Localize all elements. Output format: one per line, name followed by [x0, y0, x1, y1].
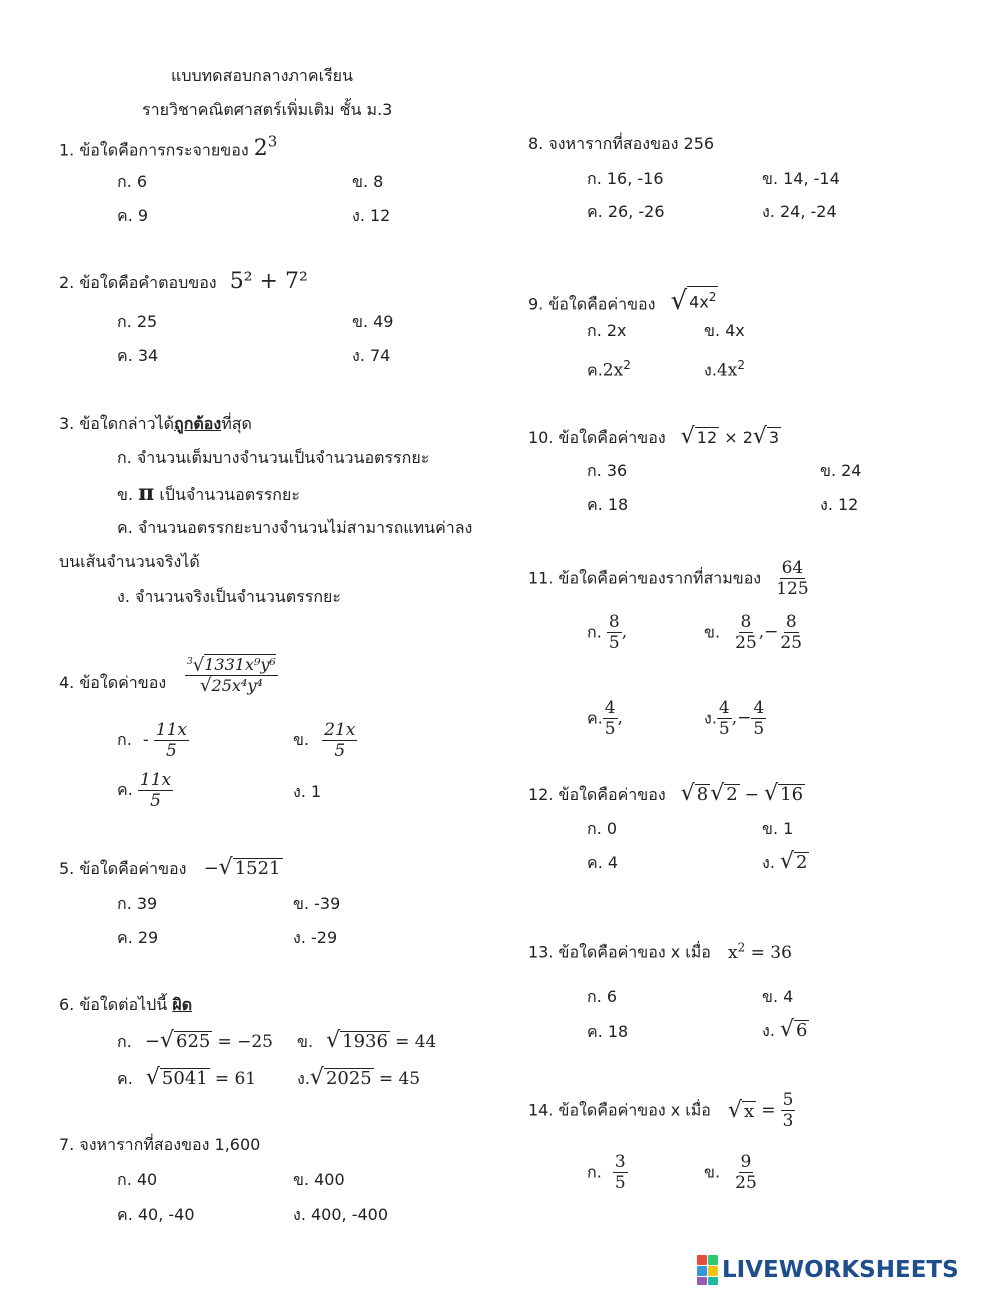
logo-block: [697, 1277, 707, 1285]
q1-choice-d[interactable]: ง. 12: [352, 206, 391, 225]
q4-choice-b[interactable]: ข. $\frac{21x}{5}$: [293, 720, 356, 761]
q13-choice-c[interactable]: ค. 18: [587, 1022, 629, 1041]
q3-choice-c[interactable]: ค. จำนวนอตรรกยะบางจำนวนไม่สามารถแทนค่าลง: [117, 518, 473, 537]
logo-block: [708, 1255, 718, 1265]
liveworksheets-logo[interactable]: [697, 1255, 959, 1285]
q3-choice-b[interactable]: ข. π เป็นจำนวนอตรรกยะ: [117, 480, 300, 506]
q6-choice-d[interactable]: ง. √ 2025 = 45: [297, 1065, 421, 1090]
q3-choice-d[interactable]: ง. จำนวนจริงเป็นจำนวนตรรกยะ: [117, 587, 341, 606]
q4-choice-c[interactable]: ค. $\frac{11x}{5}$: [117, 770, 172, 811]
q14-choice-a[interactable]: ก. $\frac{3}{5}$: [587, 1152, 626, 1193]
question-14: 14. ข้อใดคือค่าของ x เมื่อ √ x = $\frac{5}{3}$: [528, 1090, 794, 1131]
q7-choice-a[interactable]: ก. 40: [117, 1170, 158, 1189]
q7-choice-d[interactable]: ง. 400, -400: [293, 1205, 389, 1224]
page-title: แบบทดสอบกลางภาคเรียน: [171, 66, 353, 85]
q4-choice-d[interactable]: ง. 1: [293, 782, 322, 801]
logo-block: [708, 1266, 718, 1276]
q8-choice-c[interactable]: ค. 26, -26: [587, 202, 665, 221]
question-4: 4. ข้อใดค่าของ: [59, 673, 167, 692]
question-12: 12. ข้อใดคือค่าของ √ 8 √ 2 − √ 16: [528, 781, 804, 806]
q13-choice-b[interactable]: ข. 4: [762, 987, 794, 1006]
q6-choice-a[interactable]: ก. − √ 625 = −25: [117, 1028, 273, 1053]
question-8: 8. จงหารากที่สองของ 256: [528, 134, 715, 153]
q12-choice-c[interactable]: ค. 4: [587, 853, 619, 872]
question-3: 3. ข้อใดกล่าวได้ถูกต้องที่สุด: [59, 414, 252, 433]
q12-choice-a[interactable]: ก. 0: [587, 819, 618, 838]
q10-choice-d[interactable]: ง. 12: [820, 495, 859, 514]
question-2: 2. ข้อใดคือคำตอบของ 5² + 7²: [59, 269, 308, 294]
q11-choice-c[interactable]: ค. $\frac{4}{5}$ ,: [587, 698, 624, 739]
q8-choice-d[interactable]: ง. 24, -24: [762, 202, 837, 221]
q3-choice-c-cont: บนเส้นจำนวนจริงได้: [59, 552, 200, 571]
q11-choice-d[interactable]: ง. $\frac{4}{5}$ ,− $\frac{4}{5}$: [704, 698, 765, 739]
question-7: 7. จงหารากที่สองของ 1,600: [59, 1135, 261, 1154]
q8-choice-a[interactable]: ก. 16, -16: [587, 169, 664, 188]
q5-choice-d[interactable]: ง. -29: [293, 928, 338, 947]
q1-choice-c[interactable]: ค. 9: [117, 206, 149, 225]
q4-expression: $\frac{^3√1331x^9y^6}{\text{√25x⁴y⁴}}$: [185, 652, 278, 696]
question-1: 1. ข้อใดคือการกระจายของ $2^3$: [59, 133, 278, 162]
q5-choice-a[interactable]: ก. 39: [117, 894, 158, 913]
q9-choice-d[interactable]: ง$.4x^2$: [704, 358, 745, 381]
question-5: 5. ข้อใดคือค่าของ − √ 1521: [59, 855, 281, 880]
q1-choice-a[interactable]: ก. 6: [117, 172, 148, 191]
logo-block: [708, 1277, 718, 1285]
q14-choice-b[interactable]: ข. $\frac{9}{25}$: [704, 1152, 757, 1193]
q2-choice-a[interactable]: ก. 25: [117, 312, 158, 331]
q4-choice-a[interactable]: ก. - $\frac{11x}{5}$: [117, 720, 187, 761]
q8-choice-b[interactable]: ข. 14, -14: [762, 169, 840, 188]
q7-choice-b[interactable]: ข. 400: [293, 1170, 345, 1189]
logo-text: LIVEWORKSHEETS: [722, 1257, 959, 1283]
question-13: 13. ข้อใดคือค่าของ x เมื่อ $x^2 = 36$: [528, 940, 792, 963]
q11-choice-b[interactable]: ข. $\frac{8}{25}$ ,− $\frac{8}{25}$: [704, 612, 803, 653]
q12-choice-b[interactable]: ข. 1: [762, 819, 794, 838]
question-11: 11. ข้อใดคือค่าของรากที่สามของ $\frac{64}{125}$: [528, 558, 809, 599]
q6-choice-c[interactable]: ค. √ 5041 = 61: [117, 1065, 257, 1090]
q1-choice-b[interactable]: ข. 8: [352, 172, 384, 191]
q5-choice-c[interactable]: ค. 29: [117, 928, 159, 947]
q3-choice-a[interactable]: ก. จำนวนเต็มบางจำนวนเป็นจำนวนอตรรกยะ: [117, 448, 430, 467]
logo-block: [697, 1255, 707, 1265]
q10-choice-a[interactable]: ก. 36: [587, 461, 628, 480]
question-6: 6. ข้อใดต่อไปนี้ ผิด: [59, 995, 193, 1014]
q9-choice-a[interactable]: ก. 2x: [587, 321, 627, 340]
q9-choice-c[interactable]: ค$.2x^2$: [587, 358, 631, 381]
q2-choice-b[interactable]: ข. 49: [352, 312, 394, 331]
q11-choice-a[interactable]: ก. $\frac{8}{5}$ ,: [587, 612, 628, 653]
q2-choice-c[interactable]: ค. 34: [117, 346, 159, 365]
page-subtitle: รายวิชาคณิตศาสตร์เพิ่มเติม ชั้น ม.3: [142, 100, 393, 119]
q7-choice-c[interactable]: ค. 40, -40: [117, 1205, 195, 1224]
question-9: 9. ข้อใดคือค่าของ √ $4x^2$: [528, 286, 717, 317]
logo-block: [697, 1266, 707, 1276]
q13-choice-d[interactable]: ง. √ 6: [762, 1017, 808, 1042]
q6-choice-b[interactable]: ข. √ 1936 = 44: [297, 1028, 437, 1053]
q12-choice-d[interactable]: ง. √ 2: [762, 849, 808, 874]
q10-choice-b[interactable]: ข. 24: [820, 461, 862, 480]
q9-choice-b[interactable]: ข. 4x: [704, 321, 745, 340]
q5-choice-b[interactable]: ข. -39: [293, 894, 341, 913]
q13-choice-a[interactable]: ก. 6: [587, 987, 618, 1006]
q10-choice-c[interactable]: ค. 18: [587, 495, 629, 514]
logo-blocks-icon: [697, 1255, 718, 1285]
q2-choice-d[interactable]: ง. 74: [352, 346, 391, 365]
question-10: 10. ข้อใดคือค่าของ √ 12 × 2 √ 3: [528, 424, 780, 449]
